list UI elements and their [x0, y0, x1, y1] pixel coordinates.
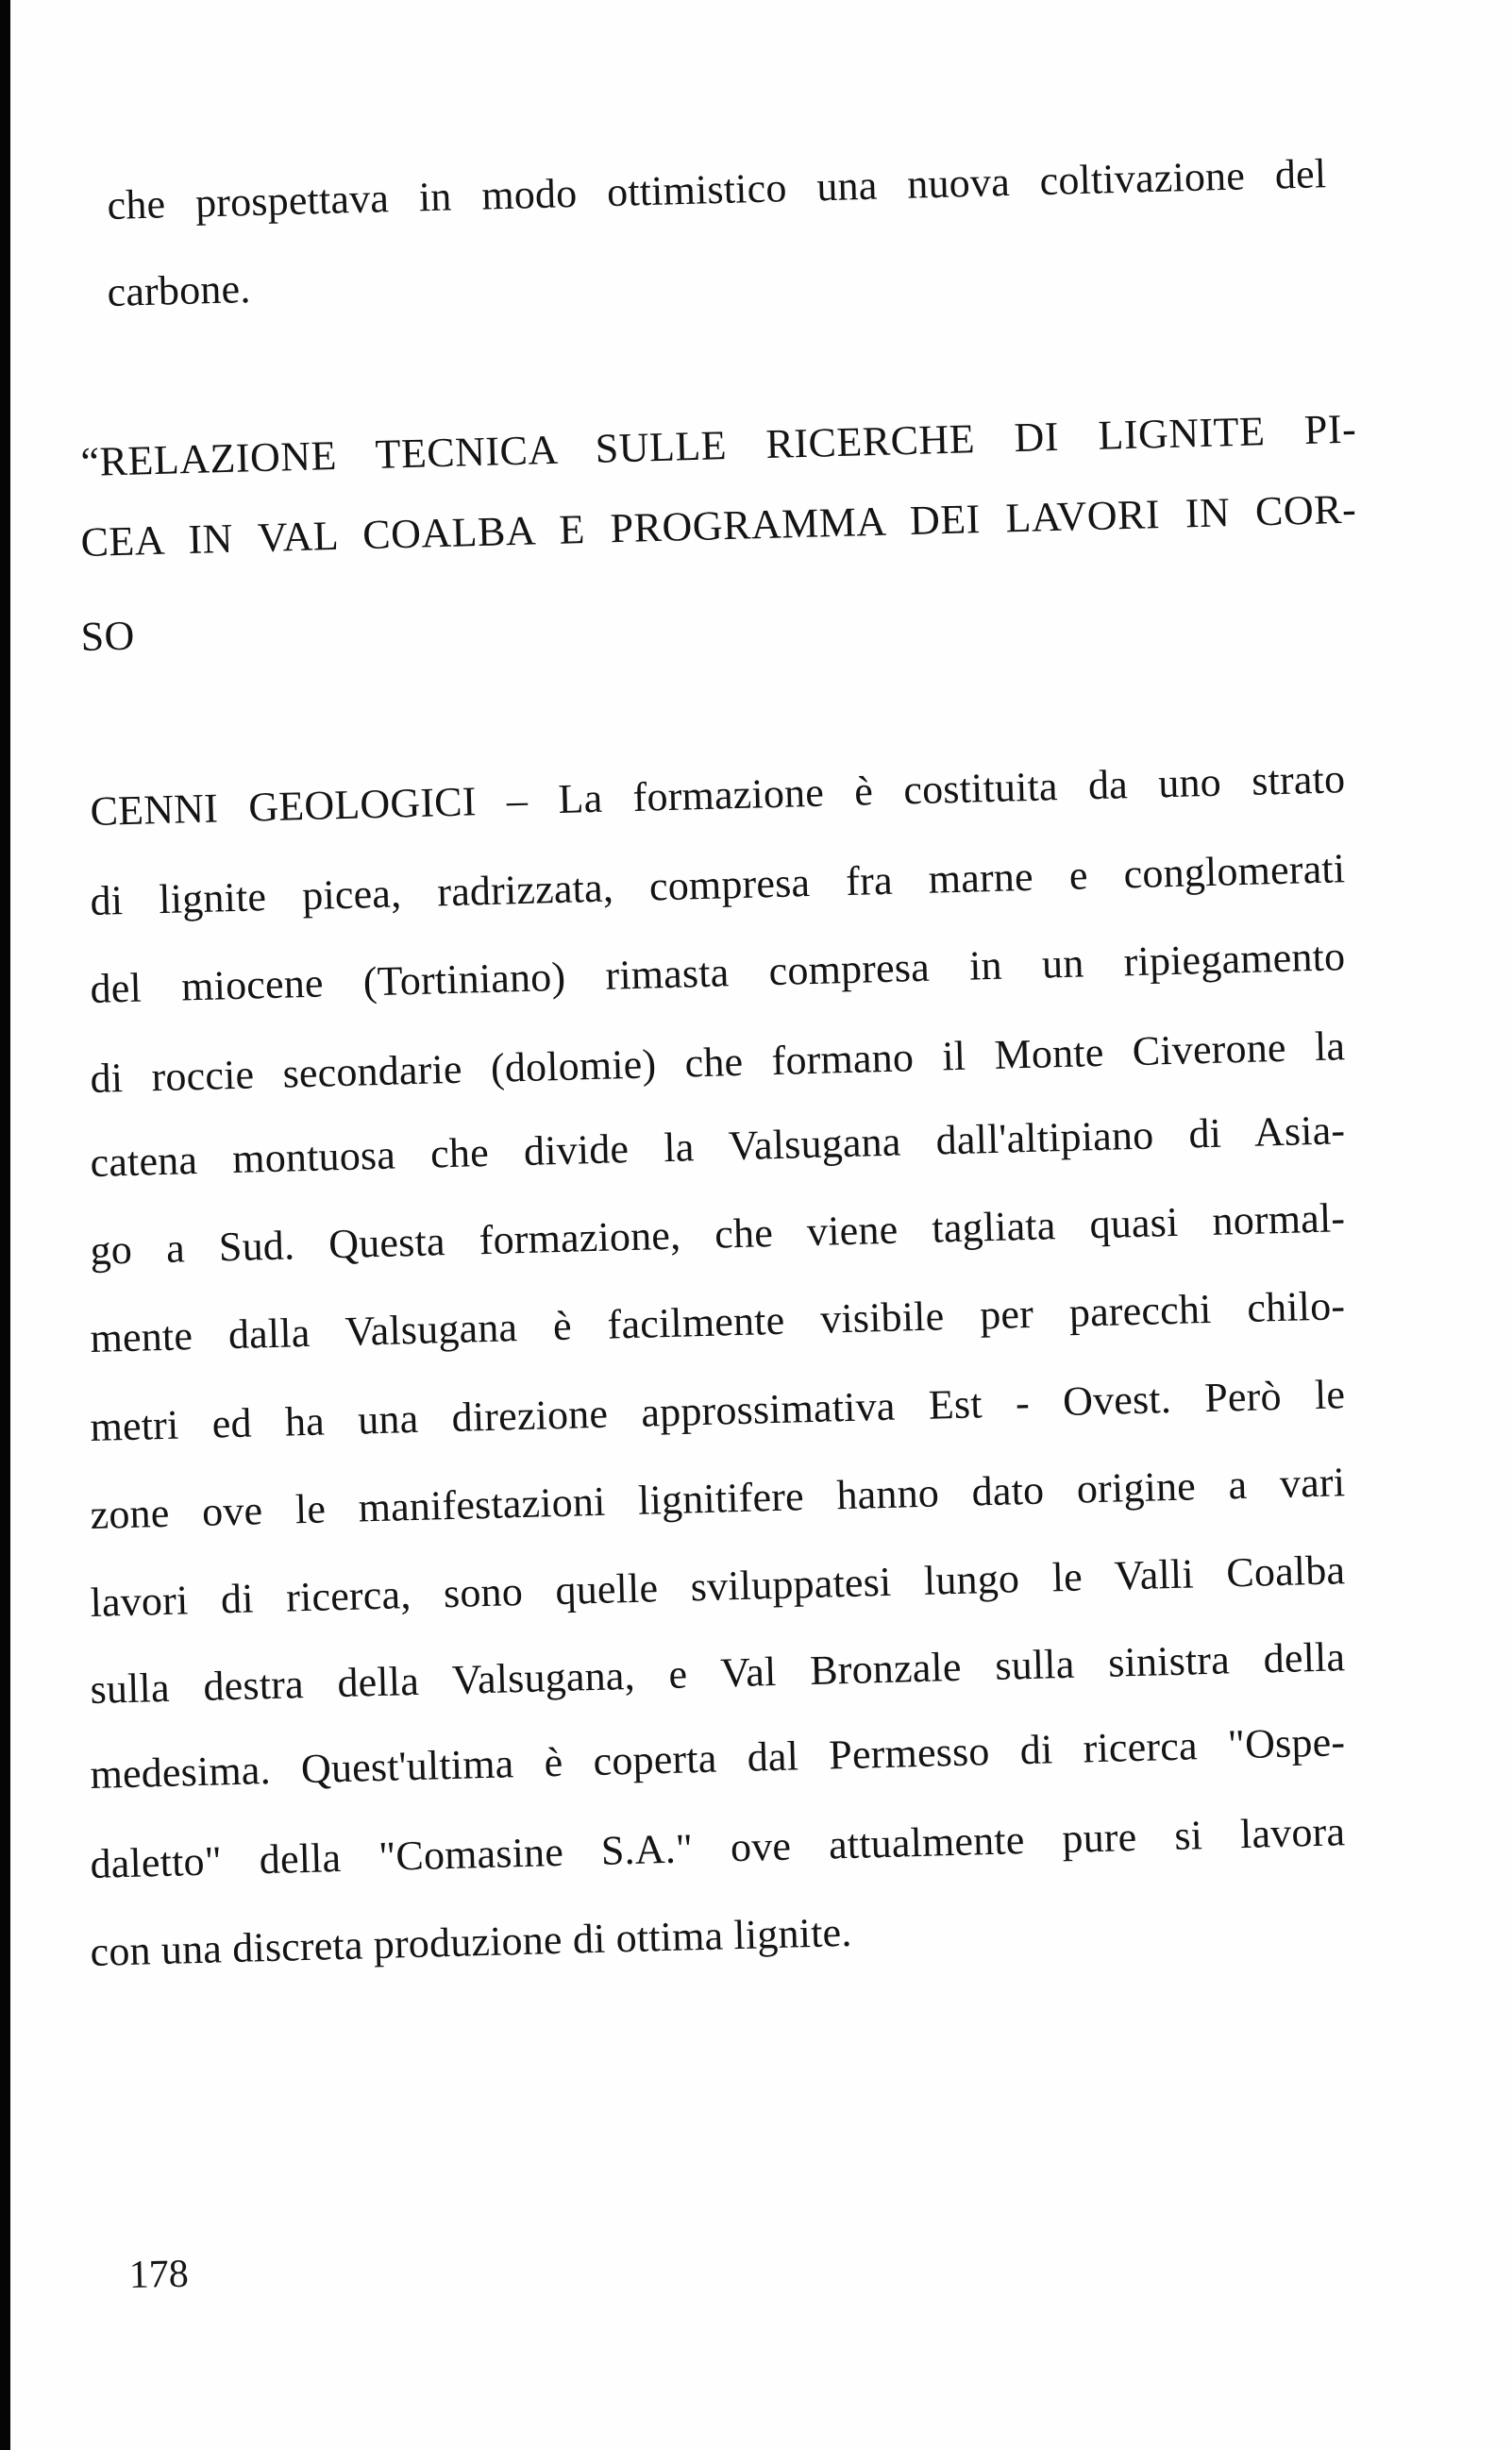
- intro-line: carbone.: [106, 265, 252, 315]
- page-number: 178: [128, 2252, 190, 2297]
- report-title-line: “RELAZIONE TECNICA SULLE RICERCHE DI LIGNITE PI-: [79, 405, 1357, 485]
- body-line: del miocene (Tortiniano) rimasta compresa in un ripiegamento: [89, 933, 1346, 1012]
- body-line: zone ove le manifestazioni lignitifere hanno dato origine a vari: [89, 1459, 1346, 1538]
- body-line: di lignite picea, radrizzata, compresa fra marne e conglomerati: [89, 845, 1346, 924]
- body-line: con una discreta produzione di ottima lignite.: [89, 1908, 853, 1975]
- intro-line: che prospettava in modo ottimistico una nuova coltivazione del: [106, 150, 1327, 228]
- body-line: go a Sud. Questa formazione, che viene tagliata quasi normal-: [89, 1194, 1346, 1274]
- body-line: lavori di ricerca, sono quelle sviluppatesi lungo le Valli Coalba: [89, 1546, 1346, 1626]
- body-line: di roccie secondarie (dolomie) che formano il Monte Civerone la: [89, 1022, 1346, 1102]
- scan-edge-artifact: [0, 0, 10, 2450]
- body-line: catena montuosa che divide la Valsugana dall'altipiano di Asia-: [89, 1107, 1346, 1186]
- body-line: CENNI GEOLOGICI – La formazione è costituita da uno strato: [89, 755, 1346, 835]
- report-title-line: SO: [79, 612, 136, 660]
- body-line: medesima. Quest'ultima è coperta dal Permesso di ricerca "Ospe-: [89, 1718, 1346, 1798]
- report-title-line: CEA IN VAL COALBA E PROGRAMMA DEI LAVORI IN COR-: [79, 485, 1357, 566]
- body-line: metri ed ha una direzione approssimativa Est - Ovest. Però le: [89, 1371, 1346, 1450]
- body-line: mente dalla Valsugana è facilmente visibile per parecchi chilo-: [89, 1282, 1346, 1361]
- body-line: daletto" della "Comasine S.A." ove attualmente pure si lavora: [89, 1808, 1346, 1887]
- body-line: sulla destra della Valsugana, e Val Bronzale sulla sinistra della: [89, 1633, 1346, 1713]
